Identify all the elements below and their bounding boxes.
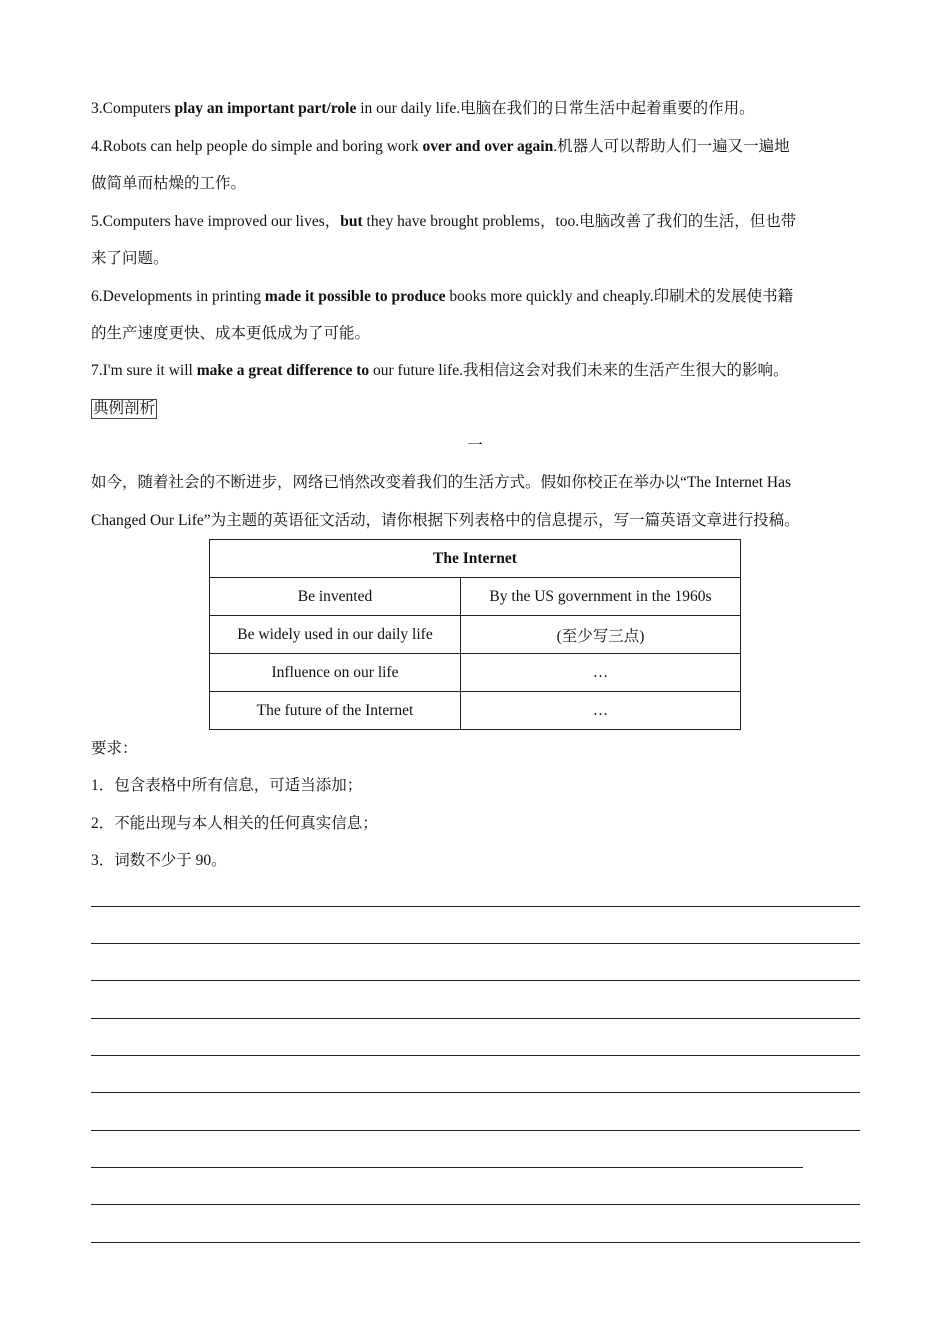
- table-cell-label: Be invented: [210, 578, 461, 616]
- requirements-title: 要求：: [91, 740, 138, 757]
- info-table: [209, 539, 741, 730]
- sentence-7-text: 7.I'm sure it will: [91, 362, 197, 379]
- sentence-6-rest: books more quickly and cheaply.印刷术的发展使书籍: [445, 288, 794, 305]
- sentence-3-phrase: play an important part/role: [174, 100, 357, 117]
- sentence-3: [91, 99, 861, 119]
- writing-line[interactable]: [91, 943, 860, 944]
- sentence-5-cont: [91, 249, 861, 269]
- table-cell-value: (至少写三点): [461, 616, 741, 654]
- sentence-6: [91, 287, 861, 307]
- requirement-item-3: 3．词数不少于 90。: [91, 852, 227, 869]
- sentence-5-text: 5.Computers have improved our lives，: [91, 213, 341, 230]
- section-label: 典例剖析: [93, 400, 156, 417]
- writing-line[interactable]: [91, 1204, 860, 1205]
- table-row: [210, 654, 741, 692]
- sentence-6-phrase: made it possible to produce: [264, 288, 446, 305]
- writing-line[interactable]: [91, 980, 860, 981]
- sentence-4-cont: [91, 174, 861, 194]
- table-cell-value: By the US government in the 1960s: [461, 578, 741, 616]
- table-cell-value: …: [461, 692, 741, 730]
- sentence-7-phrase: make a great difference to: [196, 362, 370, 379]
- table-cell-label: The future of the Internet: [210, 692, 461, 730]
- sentence-7-rest: our future life.我相信这会对我们未来的生活产生很大的影响。: [369, 362, 789, 379]
- sentence-6-continuation: 的生产速度更快、成本更低成为了可能。: [91, 325, 371, 342]
- section-label-row: [91, 399, 861, 419]
- sentence-5-rest: they have brought problems，too.电脑改善了我们的生活，但也带: [362, 213, 797, 230]
- sentence-5: [91, 212, 861, 232]
- writing-line[interactable]: [91, 1092, 860, 1093]
- requirement-item-2: 2．不能出现与本人相关的任何真实信息；: [91, 815, 378, 832]
- sentence-4-rest: .机器人可以帮助人们一遍又一遍地: [553, 138, 790, 155]
- writing-line[interactable]: [91, 1242, 860, 1243]
- writing-line[interactable]: [91, 1018, 860, 1019]
- table-row: [210, 692, 741, 730]
- sentence-4: [91, 137, 861, 157]
- sentence-6-cont: [91, 324, 861, 344]
- example-number: 一: [467, 437, 483, 454]
- writing-line[interactable]: [91, 1130, 860, 1131]
- table-row: [210, 578, 741, 616]
- table-header: The Internet: [210, 540, 741, 578]
- table-cell-value: …: [461, 654, 741, 692]
- table-cell-label: Influence on our life: [210, 654, 461, 692]
- writing-line[interactable]: [91, 1167, 803, 1168]
- writing-line[interactable]: [91, 906, 860, 907]
- sentence-3-rest: in our daily life.电脑在我们的日常生活中起着重要的作用。: [356, 100, 755, 117]
- sentence-6-text: 6.Developments in printing: [91, 288, 265, 305]
- sentence-5-phrase: but: [340, 213, 363, 230]
- table-header-row: [210, 540, 741, 578]
- table-cell-label: Be widely used in our daily life: [210, 616, 461, 654]
- table-row: [210, 616, 741, 654]
- requirement-item-1: 1．包含表格中所有信息，可适当添加；: [91, 777, 363, 794]
- sentence-7: [91, 361, 861, 381]
- writing-line[interactable]: [91, 1055, 860, 1056]
- sentence-4-phrase: over and over again: [422, 138, 554, 155]
- prompt-line-1: 如今，随着社会的不断进步，网络已悄然改变着我们的生活方式。假如你校正在举办以“The Internet Has: [91, 474, 792, 491]
- sentence-3-text: 3.Computers: [91, 100, 175, 117]
- sentence-4-text: 4.Robots can help people do simple and boring work: [91, 138, 423, 155]
- sentence-4-continuation: 做简单而枯燥的工作。: [91, 175, 247, 192]
- sentence-5-continuation: 来了问题。: [91, 250, 169, 267]
- prompt-line-2: Changed Our Life”为主题的英语征文活动，请你根据下列表格中的信息提示，写一篇英语文章进行投稿。: [91, 512, 800, 529]
